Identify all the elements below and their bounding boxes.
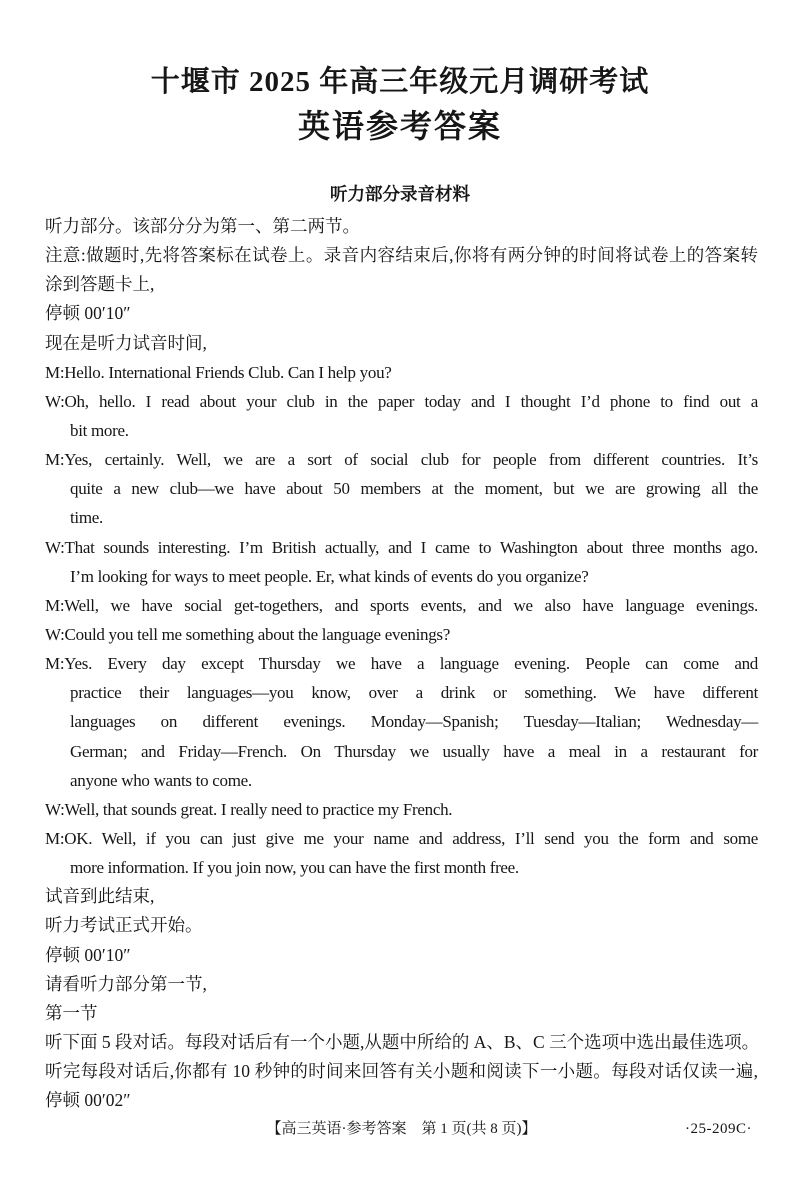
transcript-line: 听力考试正式开始。 — [45, 915, 203, 936]
transcript-line: quite a new club—we have about 50 members at the moment, but we are growing all the — [70, 479, 758, 499]
transcript-line: 听完每段对话后,你都有 10 秒钟的时间来回答有关小题和阅读下一小题。每段对话仅读一遍, — [45, 1061, 758, 1082]
transcript-line: 请看听力部分第一节, — [45, 973, 207, 994]
transcript-line: practice their languages—you know, over a drink or something. We have different — [70, 683, 758, 703]
transcript-line: German; and Friday—French. On Thursday we usually have a meal in a restaurant for — [70, 741, 758, 761]
transcript-line: 试音到此结束, — [45, 886, 155, 907]
transcript-line: languages on different evenings. Monday—Spanish; Tuesday—Italian; Wednesday— — [70, 712, 758, 732]
exam-title: 十堰市 2025 年高三年级元月调研考试 — [150, 66, 650, 98]
transcript-line: 现在是听力试音时间, — [45, 332, 207, 353]
section-header: 听力部分录音材料 — [330, 184, 470, 204]
transcript-line: M:OK. Well, if you can just give me your name and address, I’ll send you the form and some — [45, 828, 758, 848]
answer-key-title: 英语参考答案 — [297, 108, 502, 144]
transcript-line: 停顿 00′02″ — [45, 1090, 131, 1111]
transcript-line: 停顿 00′10″ — [45, 944, 131, 965]
transcript-line: I’m looking for ways to meet people. Er, what kinds of events do you organize? — [70, 566, 589, 586]
transcript-line: M:Hello. International Friends Club. Can I help you? — [45, 362, 392, 382]
transcript-line: W:That sounds interesting. I’m British actually, and I came to Washington about three months ago. — [45, 537, 758, 557]
footer — [45, 1118, 758, 1140]
transcript-line: 听力部分。该部分分为第一、第二两节。 — [45, 216, 360, 236]
transcript-line: time. — [70, 508, 103, 528]
transcript-line: 听下面 5 段对话。每段对话后有一个小题,从题中所给的 A、B、C 三个选项中选出最佳选项。 — [45, 1031, 760, 1052]
transcript-body — [45, 212, 758, 1115]
transcript-line: M:Well, we have social get-togethers, and sports events, and we also have language evenings. — [45, 595, 758, 615]
footer-page-label: 【高三英语·参考答案 第 1 页(共 8 页)】 — [266, 1121, 537, 1137]
footer-doc-code: ·25-209C· — [685, 1121, 752, 1137]
transcript-line: W:Well, that sounds great. I really need to practice my French. — [45, 799, 453, 819]
transcript-line: W:Oh, hello. I read about your club in the paper today and I thought I’d phone to find out a — [45, 391, 758, 411]
transcript-line: 涂到答题卡上, — [45, 274, 155, 295]
transcript-line: more information. If you join now, you can have the first month free. — [70, 858, 519, 878]
transcript-line: bit more. — [70, 420, 129, 440]
transcript-line: M:Yes. Every day except Thursday we have a language evening. People can come and — [45, 654, 758, 674]
transcript-line: W:Could you tell me something about the language evenings? — [45, 624, 450, 644]
transcript-line: 第一节 — [45, 1002, 98, 1023]
title-block — [0, 64, 800, 146]
transcript-line: 注意:做题时,先将答案标在试卷上。录音内容结束后,你将有两分钟的时间将试卷上的答案转 — [45, 245, 758, 266]
transcript-line: 停顿 00′10″ — [45, 303, 131, 324]
transcript-line: M:Yes, certainly. Well, we are a sort of social club for people from different countries. It’s — [45, 450, 758, 470]
transcript-line: anyone who wants to come. — [70, 770, 252, 790]
